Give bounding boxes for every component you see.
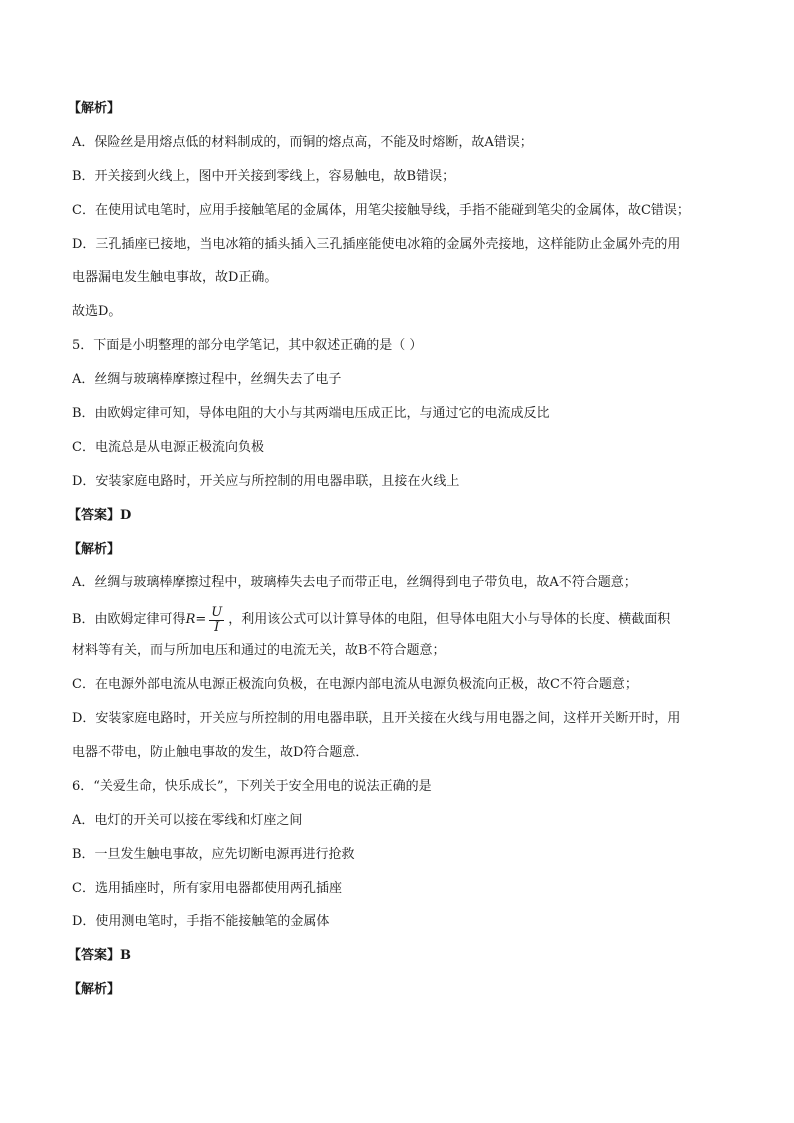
page-content [68,100,724,1015]
option-c: C．电流总是从电源正极流向负极 [72,439,264,455]
option-c: C．选用插座时，所有家用电器都使用两孔插座 [72,880,342,896]
text-line: A．丝绸与玻璃棒摩擦过程中，玻璃棒失去电子而带正电，丝绸得到电子带负电，故A不符合题意； [72,575,637,591]
text-line: C．在电源外部电流从电源正极流向负极，在电源内部电流从电源负极流向正极，故C不符合题意； [72,677,638,693]
text-line: C．在使用试电笔时，应用手接触笔尾的金属体，用笔尖接触导线，手指不能碰到笔尖的金属体，故C错误； [72,202,690,218]
text-line: A．保险丝是用熔点低的材料制成的，而铜的熔点高，不能及时熔断，故A错误； [72,134,533,150]
formula-equals: = [195,612,207,628]
text-line: 电器不带电，防止触电事故的发生，故D符合题意． [72,745,369,761]
option-d: D．安装家庭电路时，开关应与所控制的用电器串联，且接在火线上 [72,473,460,489]
conclusion-line: 故选D。 [72,304,122,320]
formula-variable: R [185,612,196,628]
text-line: 材料等有关，而与所加电压和通过的电流无关，故B不符合题意； [72,643,446,659]
option-a: A．丝绸与玻璃棒摩擦过程中，丝绸失去了电子 [72,372,342,388]
answer-heading: 【答案】B [68,948,131,964]
option-d: D．使用测电笔时，手指不能接触笔的金属体 [72,914,330,930]
formula-line [72,602,724,638]
question-6: 6．“关爱生命，快乐成长”，下列关于安全用电的说法正确的是 [72,778,432,794]
analysis-heading: 【解析】 [68,982,121,998]
option-a: A．电灯的开关可以接在零线和灯座之间 [72,812,303,828]
fraction-numerator: U [211,604,223,620]
fraction-denominator: I [214,619,220,635]
analysis-heading: 【解析】 [68,101,121,116]
question-5: 5．下面是小明整理的部分电学笔记，其中叙述正确的是（ ） [72,338,423,354]
answer-heading: 【答案】D [68,507,132,523]
formula-suffix: ，利用该公式可以计算导体的电阻，但导体电阻大小与导体的长度、横截面积 [228,612,671,628]
text-line: B．开关接到火线上，图中开关接到零线上，容易触电，故B错误； [72,168,456,184]
text-line: D．三孔插座已接地，当电冰箱的插头插入三孔插座能使电冰箱的金属外壳接地，这样能防止金属外壳的用 [72,236,681,252]
formula-prefix: B．由欧姆定律可得 [72,612,186,628]
formula-fraction [209,606,224,635]
analysis-heading: 【解析】 [68,541,121,557]
text-line: D．安装家庭电路时，开关应与所控制的用电器串联，且开关接在火线与用电器之间，这样开关断开时，用 [72,711,681,727]
option-b: B．由欧姆定律可知，导体电阻的大小与其两端电压成正比，与通过它的电流成反比 [72,406,550,422]
option-b: B．一旦发生触电事故，应先切断电源再进行抢救 [72,846,355,862]
text-line: 电器漏电发生触电事故，故D正确。 [72,270,278,286]
